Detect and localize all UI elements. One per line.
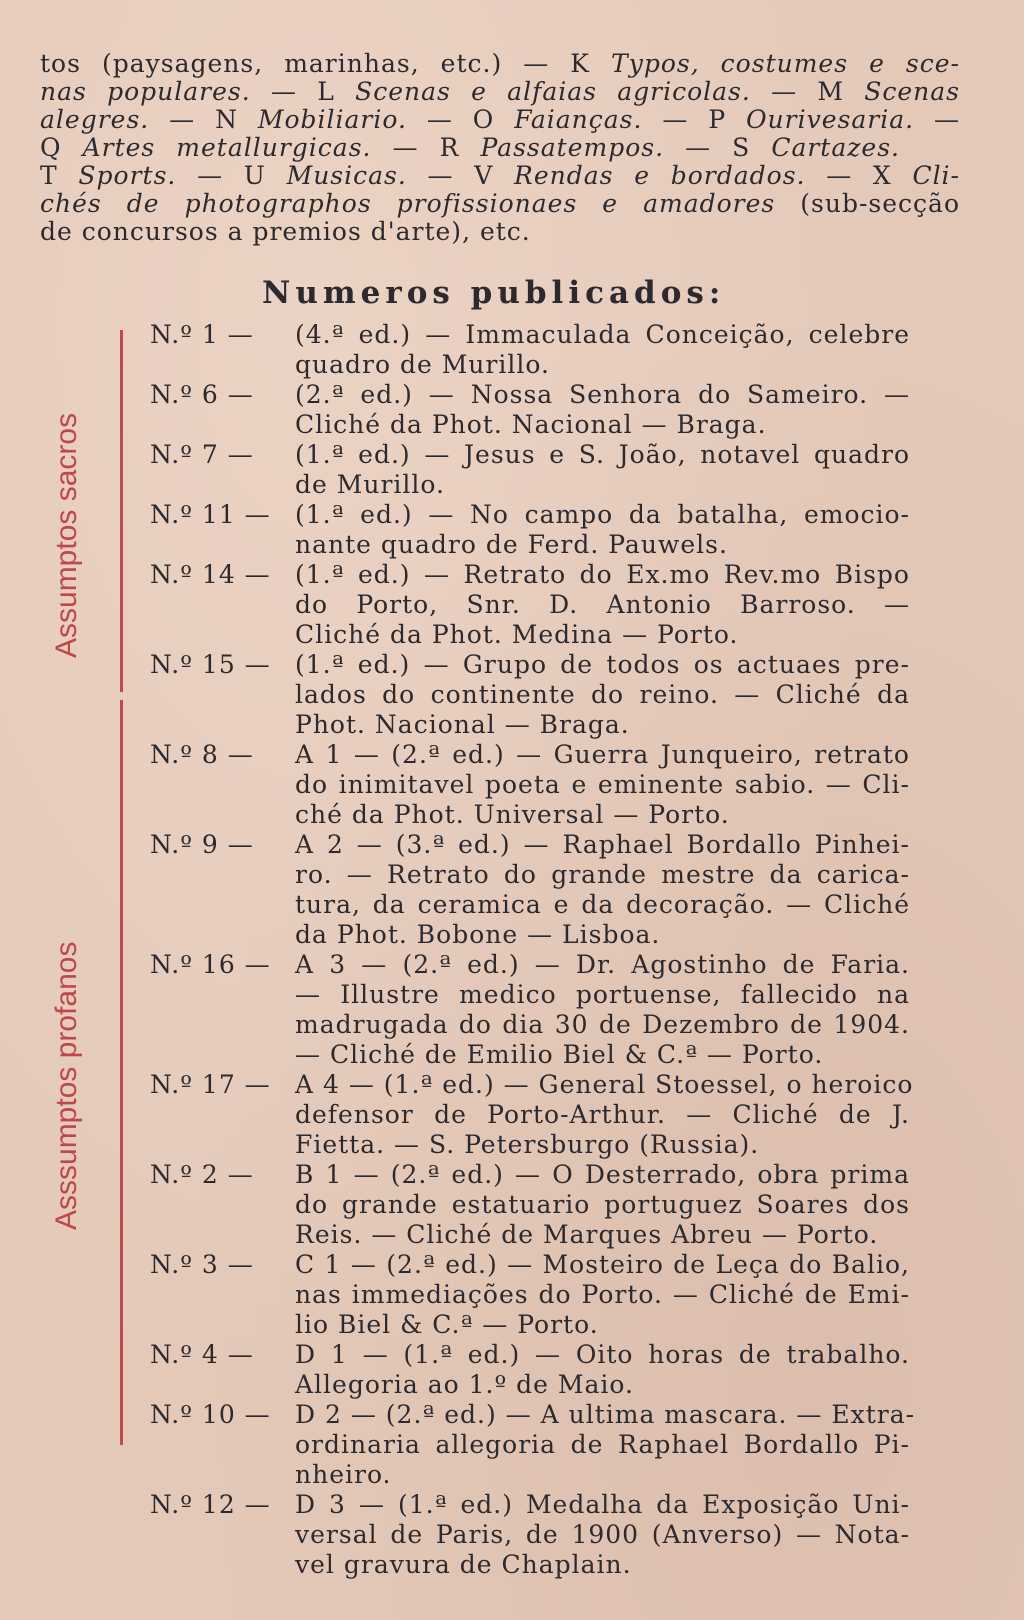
intro-line: de concursos a premios d'arte), etc.	[40, 217, 531, 246]
entry-line: ro. — Retrato do grande mestre da carica-	[295, 860, 910, 889]
entry-line: (1.ª ed.) — Retrato do Ex.mo Rev.mo Bispo	[295, 560, 910, 589]
catalogue-entry	[150, 1400, 916, 1490]
catalogue-entry	[150, 1070, 914, 1160]
entry-description	[295, 1070, 914, 1160]
entry-line: (4.ª ed.) — Immaculada Conceição, celebre	[295, 320, 910, 349]
entry-line: A 4 — (1.ª ed.) — General Stoessel, o heroico	[295, 1070, 914, 1099]
entry-number: N.º 17 —	[150, 1070, 271, 1099]
entry-line: da Phot. Bobone — Lisboa.	[295, 920, 661, 949]
catalogue-entry	[150, 1250, 910, 1340]
intro-line: alegres. — N Mobiliario. — O Faianças. — P Ourivesaria. —	[40, 105, 960, 134]
entry-line: nante quadro de Ferd. Pauwels.	[295, 530, 728, 559]
entry-line: de Murillo.	[295, 470, 445, 499]
entry-number: N.º 3 —	[150, 1250, 254, 1279]
entry-number: N.º 9 —	[150, 830, 254, 859]
entry-number: N.º 16 —	[150, 950, 271, 979]
entry-description	[295, 1250, 910, 1340]
entry-line: tura, da ceramica e da decoração. — Cliché	[295, 890, 910, 919]
intro-line: nas populares. — L Scenas e alfaias agricolas. — M Scenas	[40, 77, 960, 106]
entry-number: N.º 11 —	[150, 500, 271, 529]
entry-line: nas immediações do Porto. — Cliché de Emi-	[295, 1280, 910, 1309]
catalogue-entry	[150, 560, 910, 650]
catalogue-entry	[150, 380, 910, 440]
entry-line: A 3 — (2.ª ed.) — Dr. Agostinho de Faria.	[295, 950, 910, 979]
entry-line: — Illustre medico portuense, fallecido na	[295, 980, 910, 1009]
entry-line: Cliché da Phot. Medina — Porto.	[295, 620, 739, 649]
intro-paragraph	[40, 50, 960, 246]
entry-line: do grande estatuario portuguez Soares dos	[295, 1190, 910, 1219]
catalogue-entry	[150, 650, 910, 740]
entry-line: (2.ª ed.) — Nossa Senhora do Sameiro. —	[295, 380, 910, 409]
entry-line: D 2 — (2.ª ed.) — A ultima mascara. — Extra-	[295, 1400, 916, 1429]
entry-number: N.º 1 —	[150, 320, 254, 349]
catalogue-entry	[150, 1490, 910, 1580]
entry-description	[295, 650, 910, 740]
entry-description	[295, 440, 910, 500]
entry-line: ché da Phot. Universal — Porto.	[295, 800, 730, 829]
entry-number: N.º 12 —	[150, 1490, 271, 1519]
entry-line: Fietta. — S. Petersburgo (Russia).	[295, 1130, 760, 1159]
entry-line: — Cliché de Emilio Biel & C.ª — Porto.	[295, 1040, 824, 1069]
intro-line: T Sports. — U Musicas. — V Rendas e bordados. — X Cli-	[40, 161, 961, 190]
entry-line: A 1 — (2.ª ed.) — Guerra Junqueiro, retrato	[295, 740, 910, 769]
entry-line: quadro de Murillo.	[295, 350, 550, 379]
catalogue-entry	[150, 950, 910, 1070]
section-heading: Numeros publicados:	[262, 275, 726, 311]
catalogue-entry	[150, 320, 910, 380]
entry-line: ordinaria allegoria de Raphael Bordallo Pi-	[295, 1430, 910, 1459]
entry-line: (1.ª ed.) — Jesus e S. João, notavel quadro	[295, 440, 910, 469]
entry-line: (1.ª ed.) — No campo da batalha, emocio-	[295, 500, 910, 529]
intro-line: chés de photographos profissionaes e amadores (sub-secção	[40, 189, 961, 218]
entry-line: Phot. Nacional — Braga.	[295, 710, 630, 739]
entry-description	[295, 560, 910, 650]
entry-line: versal de Paris, de 1900 (Anverso) — Nota-	[295, 1520, 910, 1549]
entry-line: Reis. — Cliché de Marques Abreu — Porto.	[295, 1220, 879, 1249]
entry-line: A 2 — (3.ª ed.) — Raphael Bordallo Pinhei-	[295, 830, 910, 859]
entry-line: defensor de Porto-Arthur. — Cliché de J.	[295, 1100, 910, 1129]
entry-description	[295, 1160, 910, 1250]
catalogue-entry	[150, 1160, 910, 1250]
entry-description	[295, 740, 910, 830]
entry-description	[295, 830, 910, 950]
entry-line: do Porto, Snr. D. Antonio Barroso. —	[295, 590, 910, 619]
entry-line: B 1 — (2.ª ed.) — O Desterrado, obra prima	[295, 1160, 910, 1189]
entry-line: Allegoria ao 1.º de Maio.	[295, 1370, 634, 1399]
entry-number: N.º 10 —	[150, 1400, 271, 1429]
entry-description	[295, 1400, 916, 1490]
entry-line: nheiro.	[295, 1460, 392, 1489]
entry-description	[295, 1340, 910, 1400]
profane-bracket	[120, 700, 123, 1445]
entry-line: C 1 — (2.ª ed.) — Mosteiro de Leça do Balio,	[295, 1250, 910, 1279]
entry-number: N.º 4 —	[150, 1340, 254, 1369]
catalogue-entry	[150, 1340, 910, 1400]
catalogue-entry	[150, 740, 910, 830]
entry-line: madrugada do dia 30 de Dezembro de 1904.	[295, 1010, 910, 1039]
sacred-section-label: Assumptos sacros	[50, 412, 83, 658]
entry-number: N.º 15 —	[150, 650, 271, 679]
entry-number: N.º 7 —	[150, 440, 254, 469]
entry-number: N.º 6 —	[150, 380, 254, 409]
intro-line: tos (paysagens, marinhas, etc.) — K Typos, costumes e sce-	[40, 49, 960, 78]
catalogue-entry	[150, 440, 910, 500]
catalogue-entry	[150, 500, 910, 560]
entry-line: vel gravura de Chaplain.	[295, 1550, 632, 1579]
entry-line: lados do continente do reino. — Cliché da	[295, 680, 910, 709]
entry-line: (1.ª ed.) — Grupo de todos os actuaes pre-	[295, 650, 910, 679]
sacred-bracket	[120, 330, 123, 692]
entry-number: N.º 14 —	[150, 560, 271, 589]
entry-description	[295, 950, 910, 1070]
entry-line: D 3 — (1.ª ed.) Medalha da Exposição Uni-	[295, 1490, 910, 1519]
entry-number: N.º 8 —	[150, 740, 254, 769]
entry-description	[295, 380, 910, 440]
catalogue-entry	[150, 830, 910, 950]
entry-line: Cliché da Phot. Nacional — Braga.	[295, 410, 767, 439]
entry-description	[295, 500, 910, 560]
entry-number: N.º 2 —	[150, 1160, 254, 1189]
entry-line: lio Biel & C.ª — Porto.	[295, 1310, 599, 1339]
profane-section-label: Asssumptos profanos	[50, 941, 83, 1230]
entry-line: D 1 — (1.ª ed.) — Oito horas de trabalho.	[295, 1340, 910, 1369]
entry-line: do inimitavel poeta e eminente sabio. — Cli-	[295, 770, 910, 799]
entry-description	[295, 320, 910, 380]
entry-description	[295, 1490, 910, 1580]
intro-line: Q Artes metallurgicas. — R Passatempos. — S Cartazes.	[40, 133, 901, 162]
